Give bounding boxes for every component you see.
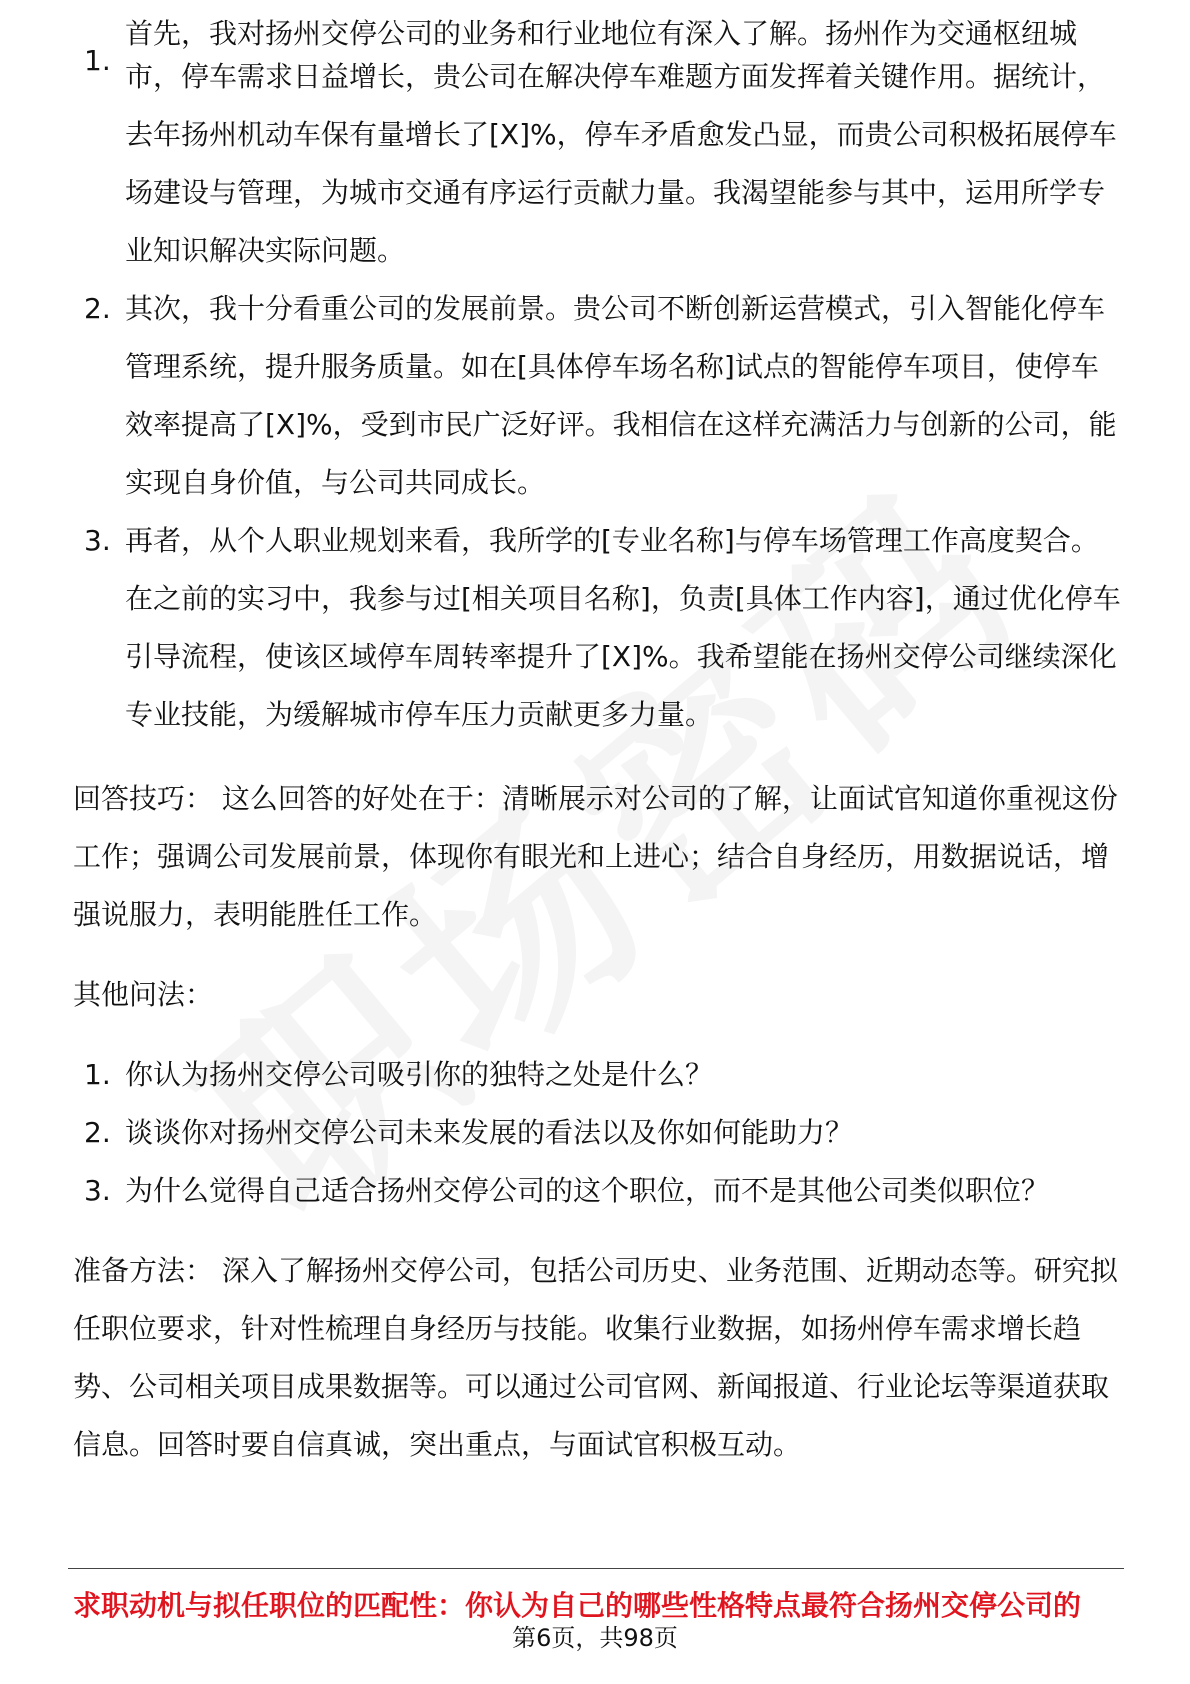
- cropped-line-text: 首先，我对扬州交停公司的业务和行业地位有深入了解。扬州作为交通枢纽城: [125, 17, 1078, 50]
- list-number: 1.: [84, 44, 111, 77]
- cropped-line: [125, 17, 1123, 50]
- list-item-text: 再者，从个人职业规划来看，我所学的[专业名称]与停车场管理工作高度契合。在之前的实习中，我参与过[相关项目名称]，负责[具体工作内容]，通过优化停车引导流程，使该区域停车周转率提升了[X]%。我希望能在扬州交停公司继续深化专业技能，为缓解城市停车压力贡献更多力量。: [125, 524, 1121, 731]
- list-item: [73, 1162, 1123, 1220]
- list-item-text: 谈谈你对扬州交停公司未来发展的看法以及你如何能助力？: [125, 1116, 854, 1149]
- list-number: 1.: [84, 1058, 111, 1091]
- list-number: 2.: [84, 292, 111, 325]
- answer-list: [73, 17, 1123, 744]
- preparation-method: 准备方法： 深入了解扬州交停公司，包括公司历史、业务范围、近期动态等。研究拟任职位要求，针对性梳理自身经历与技能。收集行业数据，如扬州停车需求增长趋势、公司相关项目成果数据等。可以通过公司官网、新闻报道、行业论坛等渠道获取信息。回答时要自信真诚，突出重点，与面试官积极互动。: [73, 1254, 1118, 1461]
- list-item: [73, 1104, 1123, 1162]
- list-item-text: 为什么觉得自己适合扬州交停公司的这个职位，而不是其他公司类似职位？: [125, 1174, 1050, 1207]
- list-item: [73, 280, 1123, 512]
- list-number: 3.: [84, 524, 111, 557]
- list-item-text: 你认为扬州交停公司吸引你的独特之处是什么？: [125, 1058, 714, 1091]
- list-item-text: 其次，我十分看重公司的发展前景。贵公司不断创新运营模式，引入智能化停车管理系统，提升服务质量。如在[具体停车场名称]试点的智能停车项目，使停车效率提高了[X]%，受到市民广泛好评。我相信在这样充满活力与创新的公司，能实现自身价值，与公司共同成长。: [125, 292, 1117, 499]
- list-item: [73, 17, 1123, 280]
- page-number: 第6页，共98页: [512, 1624, 678, 1652]
- list-number: 2.: [84, 1116, 111, 1149]
- other-questions-heading: 其他问法：: [73, 978, 214, 1011]
- answer-tips: 回答技巧： 这么回答的好处在于：清晰展示对公司的了解，让面试官知道你重视这份工作；强调公司发展前景，体现你有眼光和上进心；结合自身经历，用数据说话，增强说服力，表明能胜任工作。: [73, 782, 1118, 931]
- next-question-heading: 求职动机与拟任职位的匹配性：你认为自己的哪些性格特点最符合扬州交停公司的: [73, 1589, 1082, 1622]
- list-item: [73, 512, 1123, 744]
- list-item: [73, 1046, 1123, 1104]
- other-questions-list: [73, 1046, 1123, 1220]
- list-item-text: 市，停车需求日益增长，贵公司在解决停车难题方面发挥着关键作用。据统计，去年扬州机动车保有量增长了[X]%，停车矛盾愈发凸显，而贵公司积极拓展停车场建设与管理，为城市交通有序运行贡献力量。我渴望能参与其中，运用所学专业知识解决实际问题。: [125, 60, 1117, 267]
- list-number: 3.: [84, 1174, 111, 1207]
- main-content: [73, 17, 1123, 1474]
- footer-divider: [68, 1568, 1124, 1569]
